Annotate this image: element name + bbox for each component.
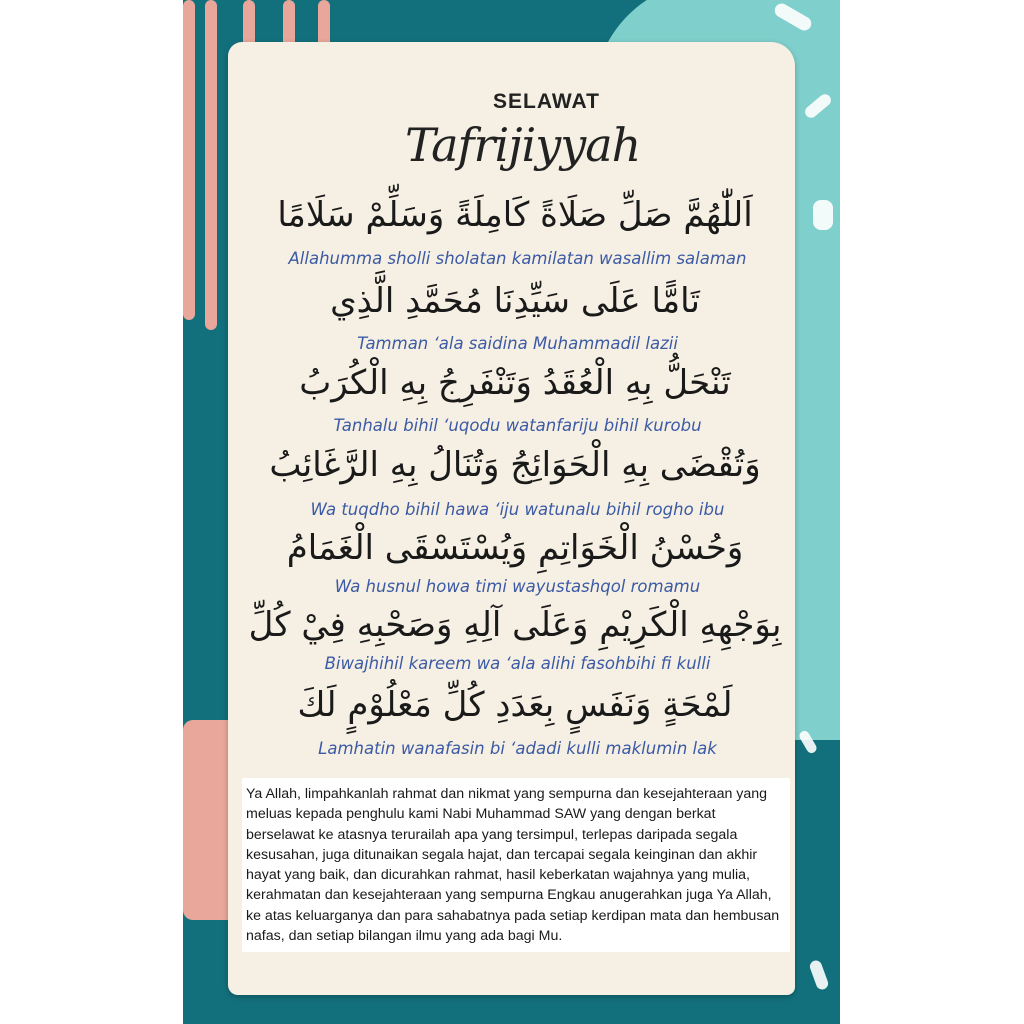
verse-latin: Biwajhihil kareem wa ‘ala alihi fasohbihi fi kulli — [324, 654, 711, 673]
decorative-dash — [808, 959, 830, 991]
verse-arabic: اَللّٰهُمَّ صَلِّ صَلَاةً كَامِلَةً وَسَلِّمْ سَلَامًا — [277, 195, 753, 235]
title-selawat: SELAWAT — [493, 90, 600, 113]
decorative-dash — [813, 200, 833, 230]
verse-latin: Lamhatin wanafasin bi ‘adadi kulli maklumin lak — [318, 739, 717, 758]
verse-latin: Wa husnul howa timi wayustashqol romamu — [334, 577, 701, 596]
verse-latin: Tamman ‘ala saidina Muhammadil lazii — [357, 334, 678, 353]
verse-latin: Wa tuqdho bihil hawa ‘iju watunalu bihil rogho ibu — [310, 500, 725, 519]
verse-arabic: وَتُقْضَى بِهِ الْحَوَائِجُ وَتُنَالُ بِهِ الرَّغَائِبُ — [269, 445, 761, 485]
verse-arabic: تَنْحَلُّ بِهِ الْعُقَدُ وَتَنْفَرِجُ بِهِ الْكُرَبُ — [299, 363, 731, 403]
verse-latin: Tanhalu bihil ‘uqodu watanfariju bihil kurobu — [333, 416, 702, 435]
decorative-stripe — [183, 0, 195, 320]
meaning-paragraph: Ya Allah, limpahkanlah rahmat dan nikmat yang sempurna dan kesejahteraan yang meluas kepada penghulu kami Nabi Muhammad SAW yang dengan berkat berselawat ke atasnya terurailah apa yang tersimpul, terlepas daripada segala kesusahan, juga ditunaikan segala hajat, dan tercapai segala keinginan dan akhir hayat yang baik, dan dicurahkan rahmat, hasil keberkatan wajahnya yang mulia, kerahmatan dan kesejahteraan yang sempurna Engkau anugerahkan juga Ya Allah, ke atas keluarganya dan para sahabatnya pada setiap kerdipan mata dan hembusan nafas, dan setiap bilangan ilmu yang ada bagi Mu. — [242, 778, 790, 952]
decorative-stripe — [205, 0, 217, 330]
verse-arabic: لَمْحَةٍ وَنَفَسٍ بِعَدَدِ كُلِّ مَعْلُوْمٍ لَكَ — [297, 685, 733, 725]
verse-arabic: تَامًّا عَلَى سَيِّدِنَا مُحَمَّدِ الَّذِي — [330, 281, 700, 321]
verse-arabic: وَحُسْنُ الْخَوَاتِمِ وَيُسْتَسْقَى الْغَمَامُ — [286, 528, 744, 568]
title-tafrijiyyah: Tafrijiyyah — [405, 118, 641, 172]
verse-latin: Allahumma sholli sholatan kamilatan wasallim salaman — [288, 249, 747, 268]
verse-arabic: بِوَجْهِهِ الْكَرِيْمِ وَعَلَى آلِهِ وَصَحْبِهِ فِيْ كُلِّ — [248, 605, 782, 645]
